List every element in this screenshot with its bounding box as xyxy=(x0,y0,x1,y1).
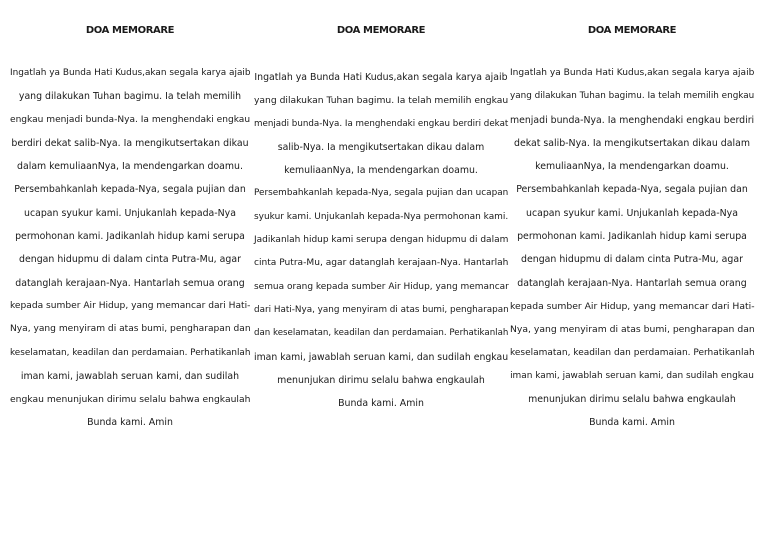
prayer-line: datanglah kerajaan-Nya. Hantarlah semua orang xyxy=(517,277,747,289)
prayer-line: dari Hati-Nya, yang menyiram di atas bumi, pengharapan xyxy=(254,304,509,315)
prayer-line: berdiri dekat salib-Nya. Ia mengikutsertakan dikau xyxy=(11,137,249,149)
prayer-line: Bunda kami. Amin xyxy=(87,417,173,429)
prayer-line: dan keselamatan, keadilan dan perdamaian. Perhatikanlah xyxy=(254,328,509,339)
prayer-title: DOA MEMORARE xyxy=(587,25,677,36)
prayer-line: permohonan kami. Jadikanlah hidup kami serupa xyxy=(15,231,245,243)
prayer-line: kemuliaanNya, Ia mendengarkan doamu. xyxy=(284,165,478,177)
prayer-line: yang dilakukan Tuhan bagimu. Ia telah memilih engkau xyxy=(510,91,755,102)
prayer-line: iman kami, jawablah seruan kami, dan sudilah xyxy=(20,370,240,382)
prayer-line: ucapan syukur kami. Unjukanlah kepada-Nya xyxy=(24,207,236,219)
prayer-line: Ingatlah ya Bunda Hati Kudus,akan segala karya ajaib xyxy=(510,68,755,78)
prayer-line: salib-Nya. Ia mengikutsertakan dikau dalam xyxy=(277,141,485,153)
prayer-title: DOA MEMORARE xyxy=(85,25,175,36)
prayer-line: Persembahkanlah kepada-Nya, segala pujian dan xyxy=(14,184,246,196)
prayer-line: Persembahkanlah kepada-Nya, segala pujian dan ucapan xyxy=(254,188,509,199)
prayer-line: kepada sumber Air Hidup, yang memancar dari Hati- xyxy=(10,300,251,311)
prayer-line: kepada sumber Air Hidup, yang memancar dari Hati- xyxy=(510,300,755,312)
prayer-line: Ingatlah ya Bunda Hati Kudus,akan segala karya ajaib xyxy=(254,72,508,83)
prayer-body xyxy=(10,62,250,435)
prayer-line: Ingatlah ya Bunda Hati Kudus,akan segala karya ajaib xyxy=(10,68,251,78)
prayer-line: Jadikanlah hidup kami serupa dengan hidupmu di dalam xyxy=(254,235,509,246)
prayer-line: menjadi bunda-Nya. Ia menghendaki engkau berdiri xyxy=(510,114,755,126)
prayer-line: syukur kami. Unjukanlah kepada-Nya permohonan kami. xyxy=(254,211,509,222)
prayer-title: DOA MEMORARE xyxy=(336,25,426,36)
prayer-line: engkau menjadi bunda-Nya. Ia menghendaki engkau xyxy=(10,114,251,125)
prayer-line: menunjukan dirimu selalu bahwa engkaulah xyxy=(528,394,736,406)
prayer-line: engkau menunjukan dirimu selalu bahwa engkaulah xyxy=(10,394,251,406)
prayer-line: dengan hidupmu di dalam cinta Putra-Mu, agar xyxy=(521,254,743,266)
prayer-line: iman kami, jawablah seruan kami, dan sudilah engkau xyxy=(254,351,509,363)
prayer-line: permohonan kami. Jadikanlah hidup kami serupa xyxy=(517,231,747,243)
prayer-line: kemuliaanNya, Ia mendengarkan doamu. xyxy=(535,161,729,173)
prayer-line: semua orang kepada sumber Air Hidup, yang memancar xyxy=(254,281,509,292)
prayer-line: keselamatan, keadilan dan perdamaian. Perhatikanlah xyxy=(10,347,251,358)
prayer-line: datanglah kerajaan-Nya. Hantarlah semua orang xyxy=(15,277,245,289)
prayer-line: Persembahkanlah kepada-Nya, segala pujian dan xyxy=(516,184,748,196)
prayer-line: iman kami, jawablah seruan kami, dan sudilah engkau xyxy=(510,370,754,381)
prayer-line: Nya, yang menyiram di atas bumi, pengharapan dan xyxy=(510,324,755,336)
prayer-line: cinta Putra-Mu, agar datanglah kerajaan-Nya. Hantarlah xyxy=(254,258,509,269)
prayer-body xyxy=(254,66,508,415)
prayer-line: menunjukan dirimu selalu bahwa engkaulah xyxy=(277,374,485,386)
prayer-line: yang dilakukan Tuhan bagimu. Ia telah memilih engkau xyxy=(254,95,509,107)
prayer-line: menjadi bunda-Nya. Ia menghendaki engkau berdiri dekat xyxy=(254,118,509,129)
prayer-line: yang dilakukan Tuhan bagimu. Ia telah memilih xyxy=(18,91,242,103)
prayer-line: Nya, yang menyiram di atas bumi, pengharapan dan xyxy=(10,324,251,335)
prayer-line: Bunda kami. Amin xyxy=(589,417,675,429)
prayer-line: Bunda kami. Amin xyxy=(338,398,424,410)
prayer-body xyxy=(510,62,754,435)
prayer-line: ucapan syukur kami. Unjukanlah kepada-Nya xyxy=(526,207,738,219)
prayer-line: dengan hidupmu di dalam cinta Putra-Mu, agar xyxy=(19,254,241,266)
prayer-line: dekat salib-Nya. Ia mengikutsertakan dikau dalam xyxy=(514,137,750,149)
prayer-line: keselamatan, keadilan dan perdamaian. Perhatikanlah xyxy=(510,347,755,358)
prayer-line: dalam kemuliaanNya, Ia mendengarkan doamu. xyxy=(17,161,243,173)
